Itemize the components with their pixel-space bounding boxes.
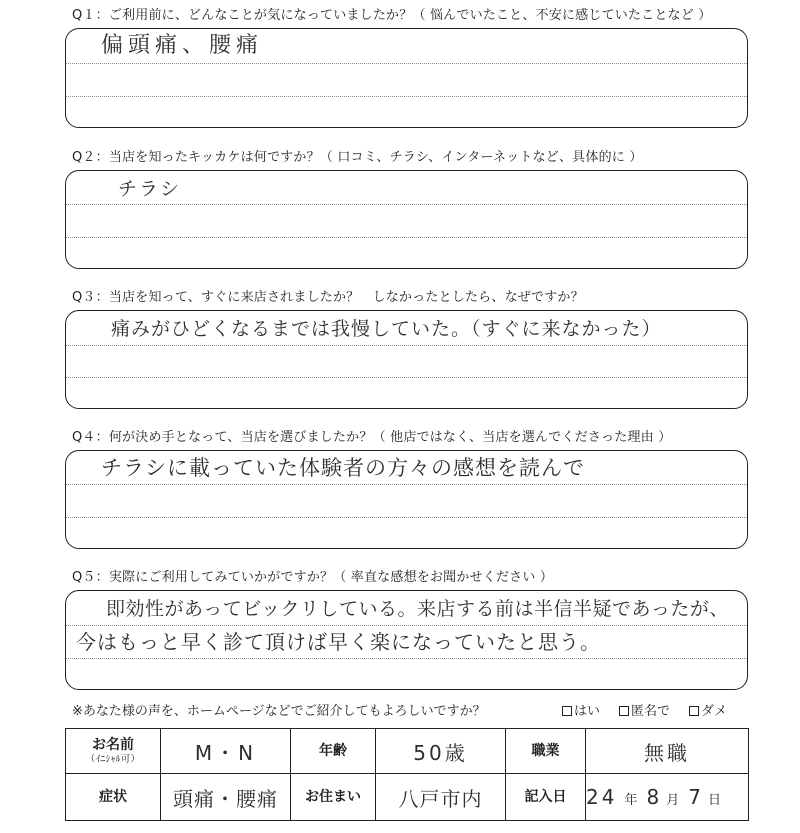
age-label: 年齢	[319, 743, 347, 759]
question-3-prompt: 当店を知って、すぐに来店されましたか？ しなかったとしたら、なぜですか？	[108, 290, 584, 305]
date-year: 24	[586, 785, 618, 809]
age-value: 50歳	[413, 740, 468, 765]
name-value-cell	[161, 729, 291, 774]
consent-option-anonymous[interactable]	[619, 703, 670, 721]
checkbox[interactable]	[562, 706, 572, 716]
question-2-prompt: 当店を知ったキッカケは何ですか？（ 口コミ、チラシ、インターネットなど、具体的に ）	[108, 150, 643, 165]
date-month-unit: 月	[666, 793, 680, 808]
symptom-value-cell	[161, 774, 291, 821]
answer-box-5	[65, 590, 748, 690]
answer-box-4	[65, 450, 748, 549]
answer-5-line-2: 今はもっと早く診て頂けば早く楽になっていたと思う。	[76, 630, 601, 654]
checkbox[interactable]	[619, 706, 629, 716]
answer-4-line-1: チラシに載っていた体験者の方々の感想を読んで	[101, 456, 585, 480]
question-4-heading	[72, 429, 671, 447]
date-day-unit: 日	[707, 793, 721, 808]
age-value-cell	[376, 729, 506, 774]
name-value: M・N	[194, 740, 257, 765]
ruled-line	[66, 96, 747, 97]
question-4-number: Q４：	[72, 430, 109, 445]
consent-option-no[interactable]	[689, 703, 727, 721]
consent-option-yes[interactable]	[562, 703, 600, 721]
ruled-line	[66, 237, 747, 238]
date-day: 7	[688, 785, 701, 809]
ruled-line	[66, 345, 747, 346]
question-3-heading	[72, 289, 584, 307]
question-1-number: Q１：	[72, 8, 109, 23]
ruled-line	[66, 484, 747, 485]
answer-box-2	[65, 170, 748, 269]
ruled-line	[66, 517, 747, 518]
age-label-cell	[291, 729, 376, 774]
question-5-prompt: 実際にご利用してみていかがですか？（ 率直な感想をお聞かせください ）	[108, 570, 554, 585]
answer-box-3	[65, 310, 748, 409]
consent-option-label: はい	[574, 704, 601, 719]
name-label: お名前	[92, 737, 134, 753]
consent-question: ※あなた様の声を、ホームページなどでご紹介してもよろしいですか？	[72, 704, 486, 719]
answer-2-line-1: チラシ	[118, 178, 182, 200]
initials-allowed-note: （ｲﾆｼｬﾙ可）	[85, 754, 141, 765]
residence-label-cell	[291, 774, 376, 821]
ruled-line	[66, 204, 747, 205]
job-label-cell	[506, 729, 586, 774]
question-1-prompt: ご利用前に、どんなことが気になっていましたか？（ 悩んでいたこと、不安に感じていたことなど ）	[108, 8, 712, 23]
symptom-label: 症状	[99, 789, 127, 805]
ruled-line	[66, 377, 747, 378]
entry-date-cell	[586, 774, 749, 821]
question-3-number: Q３：	[72, 290, 109, 305]
question-2-heading	[72, 149, 643, 167]
question-4-prompt: 何が決め手となって、当店を選びましたか？（ 他店ではなく、当店を選んでくださった理由 ）	[108, 430, 672, 445]
table-row	[66, 774, 749, 821]
job-label: 職業	[531, 743, 560, 759]
answer-box-1	[65, 28, 748, 128]
ruled-line	[66, 658, 747, 659]
ruled-line	[66, 63, 747, 64]
respondent-info-table	[65, 728, 749, 821]
answer-1-line-1: 偏頭痛、腰痛	[101, 33, 264, 58]
checkbox[interactable]	[689, 706, 699, 716]
job-value-cell	[586, 729, 749, 774]
question-2-number: Q２：	[72, 150, 109, 165]
name-label-cell	[66, 729, 161, 774]
symptom-label-cell	[66, 774, 161, 821]
date-label: 記入日	[524, 789, 567, 805]
table-row	[66, 729, 749, 774]
question-5-heading	[72, 569, 553, 587]
question-5-number: Q５：	[72, 570, 109, 585]
residence-value: 八戸市内	[398, 786, 483, 811]
question-1-heading	[72, 7, 712, 25]
date-label-cell	[506, 774, 586, 821]
consent-option-label: 匿名で	[631, 704, 671, 719]
residence-label: お住まい	[305, 789, 361, 805]
residence-value-cell	[376, 774, 506, 821]
job-value: 無職	[644, 740, 690, 765]
date-year-unit: 年	[624, 793, 638, 808]
date-month: 8	[646, 785, 660, 809]
answer-5-line-1: 即効性があってビックリしている。来店する前は半信半疑であったが、	[106, 598, 729, 620]
consent-option-label: ダメ	[701, 704, 728, 719]
symptom-value: 頭痛・腰痛	[173, 786, 278, 811]
ruled-line	[66, 625, 747, 626]
answer-3-line-1: 痛みがひどくなるまでは我慢していた。（すぐに来なかった）	[111, 318, 662, 340]
